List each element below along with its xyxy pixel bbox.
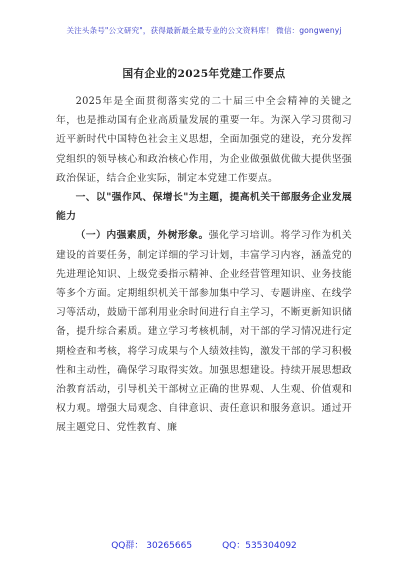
document-body — [56, 92, 352, 438]
subsection-paragraph — [56, 226, 352, 437]
section-heading: 一、以"强作风、保增长"为主题，提高机关干部服务企业发展能力 — [56, 192, 352, 223]
header-banner: 关注头条号"公文研究"，获得最新最全最专业的公文资料库！ 微信：gongwenyj — [66, 26, 342, 35]
subsection-heading: （一）内强素质，外树形象。 — [75, 230, 209, 242]
subsection-body: 强化学习培训。将学习作为机关建设的首要任务，制定详细的学习计划，丰富学习内容，涵盖党的先进理论知识、上级党委指示精神、企业经营管理知识、业务技能等多个方面。定期组织机关干部参加集中学习、专题讲座、在线学习等活动，鼓励干部利用业余时间进行自主学习，不断更新知识储备，提升综合素质。建立学习考核机制，对干部的学习情况进行定期检查和考核，将学习成果与个人绩效挂钩，激发干部的学习积极性和主动性，确保学习取得实效。加强思想建设。持续开展思想政治教育活动，引导机关干部树立正确的世界观、人生观、价值观和权力观。增强大局观念、自律意识、责任意识和服务意识。通过开展主题党日、党性教育、廉 — [56, 230, 352, 434]
footer-qq-group: QQ群： 30265665 — [111, 541, 193, 551]
intro-paragraph: 2025年是全面贯彻落实党的二十届三中全会精神的关键之年，也是推动国有企业高质量发展的重要一年。为深入学习贯彻习近平新时代中国特色社会主义思想，全面加强党的建设，充分发挥党组织的领导核心和政治核心作用，为企业做强做优做大提供坚强政治保证，结合企业实际，制定本党建工作要点。 — [56, 96, 352, 184]
footer-contact — [0, 538, 408, 551]
document-title: 国有企业的2025年党建工作要点 — [122, 68, 286, 80]
footer-qq: QQ：535304092 — [222, 541, 297, 551]
